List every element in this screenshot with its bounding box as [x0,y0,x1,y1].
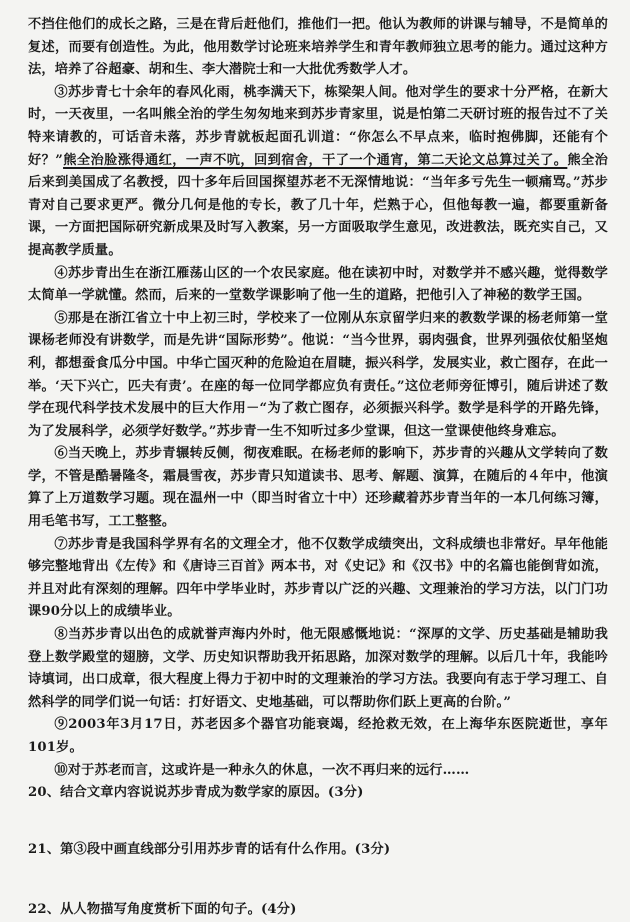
passage-paragraph-2-end: 不挡住他们的成长之路，三是在背后赶他们，推他们一把。他认为教师的讲课与辅导，不是简单的复述，而要有创造性。为此，他用数学讨论班来培养学生和青年教师独立思考的能力。通过这种方法，培养了谷超豪、胡和生、李大潜院士和一大批优秀数学人才。 [28,17,608,78]
passage-paragraph-7: ⑦苏步青是我国科学界有名的文理全才，他不仅数学成绩突出，文科成绩也非常好。早年他能够完整地背出《左传》和《唐诗三百首》两本书，对《史记》和《汉书》中的名篇也能倒背如流，并且对此有深刻的理解。四年中学毕业时，苏步青以广泛的兴趣、文理兼治的学习方法，以门门功课90分以上的成绩毕业。 [28,536,608,620]
passage-paragraph-6: ⑥当天晚上，苏步青辗转反侧，彻夜难眠。在杨老师的影响下，苏步青的兴趣从文学转向了数学，不管是酷暑隆冬，霜晨雪夜，苏步青只知道读书、思考、解题、演算，在随后的４年中，他演算了上万道数学习题。现在温州一中（即当时省立十中）还珍藏着苏步青当年的一本几何练习簿，用毛笔书写，工工整整。 [28,446,608,530]
passage-paragraph-5: ⑤那是在浙江省立十中上初三时，学校来了一位刚从东京留学归来的教数学课的杨老师第一堂课杨老师没有讲数学，而是先讲“国际形势”。他说：“当今世界，弱肉强食，世界列强依仗船坚炮利，都想蚕食瓜分中国。中华亡国灭种的危险迫在眉睫，振兴科学，发展实业，救亡图存，在此一举。‘天下兴亡，匹夫有责’。在座的每一位同学都应负有责任。”这位老师旁征博引，随后讲述了数学在现代科学技术发展中的巨大作用－“为了救亡图存，必须振兴科学。数学是科学的开路先锋，为了发展科学，必须学好数学。”苏步青一生不知听过多少堂课，但这一堂课使他终身难忘。 [28,310,608,439]
passage-paragraph-10: ⑩对于苏老而言，这或许是一种永久的休息，一次不再归来的远行…… [54,762,470,778]
paragraph-3-text-after: 熊全治后来到美国成了名教授，四十多年后回国探望苏老不无深情地说：“当年多亏先生一顿痛骂。”苏步青对自己要求更严。微分几何是他的专长，教了几十年，烂熟于心，但他每教一遍，都要重新备课，一方面把国际研究新成果及时写入教案，另一方面吸取学生意见，改进教法，既充实自己，又提高教学质量。 [28,152,608,258]
passage-paragraph-3 [28,82,608,263]
question-21: 21、第③段中画直线部分引用苏步青的话有什么作用。(3分) [28,841,391,857]
question-22: 22、从人物描写角度赏析下面的句子。(4分) [28,902,297,918]
passage-paragraph-4: ④苏步青出生在浙江雁荡山区的一个农民家庭。他在读初中时，对数学并不感兴趣，觉得数学太简单一学就懂。然而，后来的一堂数学课影响了他一生的道路，把他引入了神秘的数学王国。 [28,265,608,304]
question-20: 20、结合文章内容说说苏步青成为数学家的原因。(3分) [28,785,364,801]
paragraph-3-text-before: ③苏步青七十余年的春风化雨，桃李满天下，栋梁架人间。他对学生的要求十分严格，在新大时，一天夜里，一名叫熊全治的学生匆匆地来到苏步青家里，说是怕第二天研讨班的报告过不了关特来请教的，可话音未落，苏步青就板起面孔训道：“你怎么不早点来，临时抱佛脚，还能有个好？” [28,84,608,168]
underlined-sentence: 熊全治脸涨得通红，一声不吭，回到宿舍，干了一个通宵，第二天论文总算过关了。 [63,152,568,168]
passage-paragraph-9: ⑨2003年3月17日，苏老因多个器官功能衰竭，经抢救无效，在上海华东医院逝世，享年101岁。 [28,717,608,755]
passage-paragraph-8: ⑧当苏步青以出色的成就誉声海内外时，他无限感慨地说：“深厚的文学、历史基础是辅助我登上数学殿堂的翅膀，文学、历史知识帮助我开拓思路，加深对数学的理解。以后几十年，我能吟诗填词，出口成章，很大程度上得力于初中时的文理兼治的学习方法。我要向有志于学习理工、自然科学的同学们说一句话：打好语文、史地基础，可以帮助你们跃上更高的台阶。” [28,627,608,710]
